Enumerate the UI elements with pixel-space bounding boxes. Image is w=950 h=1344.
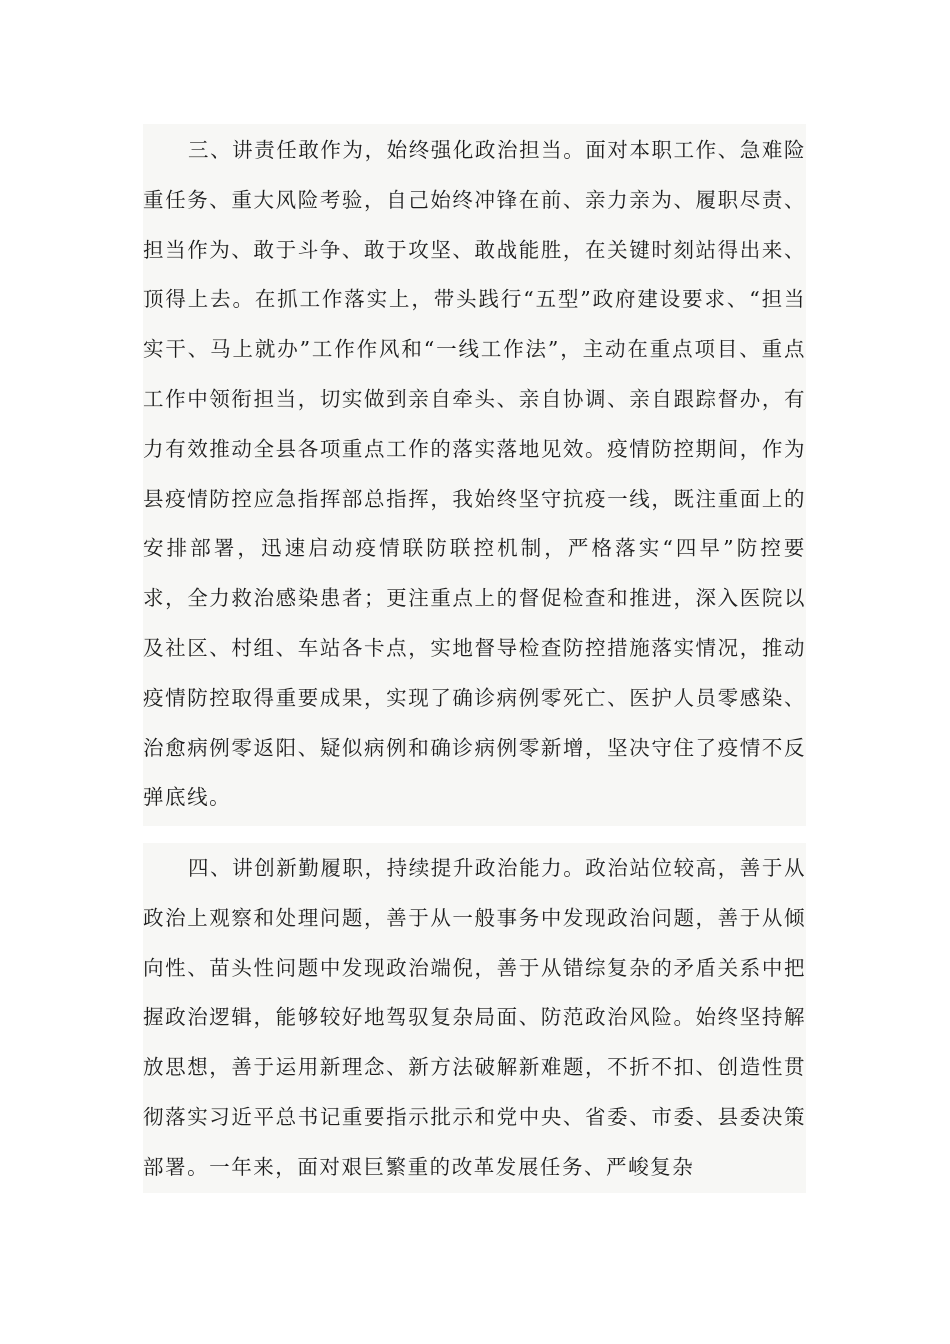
- text-block-section-3: [143, 124, 806, 826]
- paragraph-section-4: 四、讲创新勤履职，持续提升政治能力。政治站位较高，善于从政治上观察和处理问题，善于从一般事务中发现政治问题，善于从倾向性、苗头性问题中发现政治端倪，善于从错综复杂的矛盾关系中把握政治逻辑，能够较好地驾驭复杂局面、防范政治风险。始终坚持解放思想，善于运用新理念、新方法破解新难题，不折不扣、创造性贯彻落实习近平总书记重要指示批示和党中央、省委、市委、县委决策部署。一年来，面对艰巨繁重的改革发展任务、严峻复杂: [143, 856, 806, 1179]
- paragraph-section-3: 三、讲责任敢作为，始终强化政治担当。面对本职工作、急难险重任务、重大风险考验，自己始终冲锋在前、亲力亲为、履职尽责、担当作为、敢于斗争、敢于攻坚、敢战能胜，在关键时刻站得出来、顶得上去。在抓工作落实上，带头践行“五型”政府建设要求、“担当实干、马上就办”工作作风和“一线工作法”，主动在重点项目、重点工作中领衔担当，切实做到亲自牵头、亲自协调、亲自跟踪督办，有力有效推动全县各项重点工作的落实落地见效。疫情防控期间，作为县疫情防控应急指挥部总指挥，我始终坚守抗疫一线，既注重面上的安排部署，迅速启动疫情联防联控机制，严格落实“四早”防控要求，全力救治感染患者；更注重点上的督促检查和推进，深入医院以及社区、村组、车站各卡点，实地督导检查防控措施落实情况，推动疫情防控取得重要成果，实现了确诊病例零死亡、医护人员零感染、治愈病例零返阳、疑似病例和确诊病例零新增，坚决守住了疫情不反弹底线。: [143, 138, 806, 810]
- text-block-section-4: [143, 843, 806, 1193]
